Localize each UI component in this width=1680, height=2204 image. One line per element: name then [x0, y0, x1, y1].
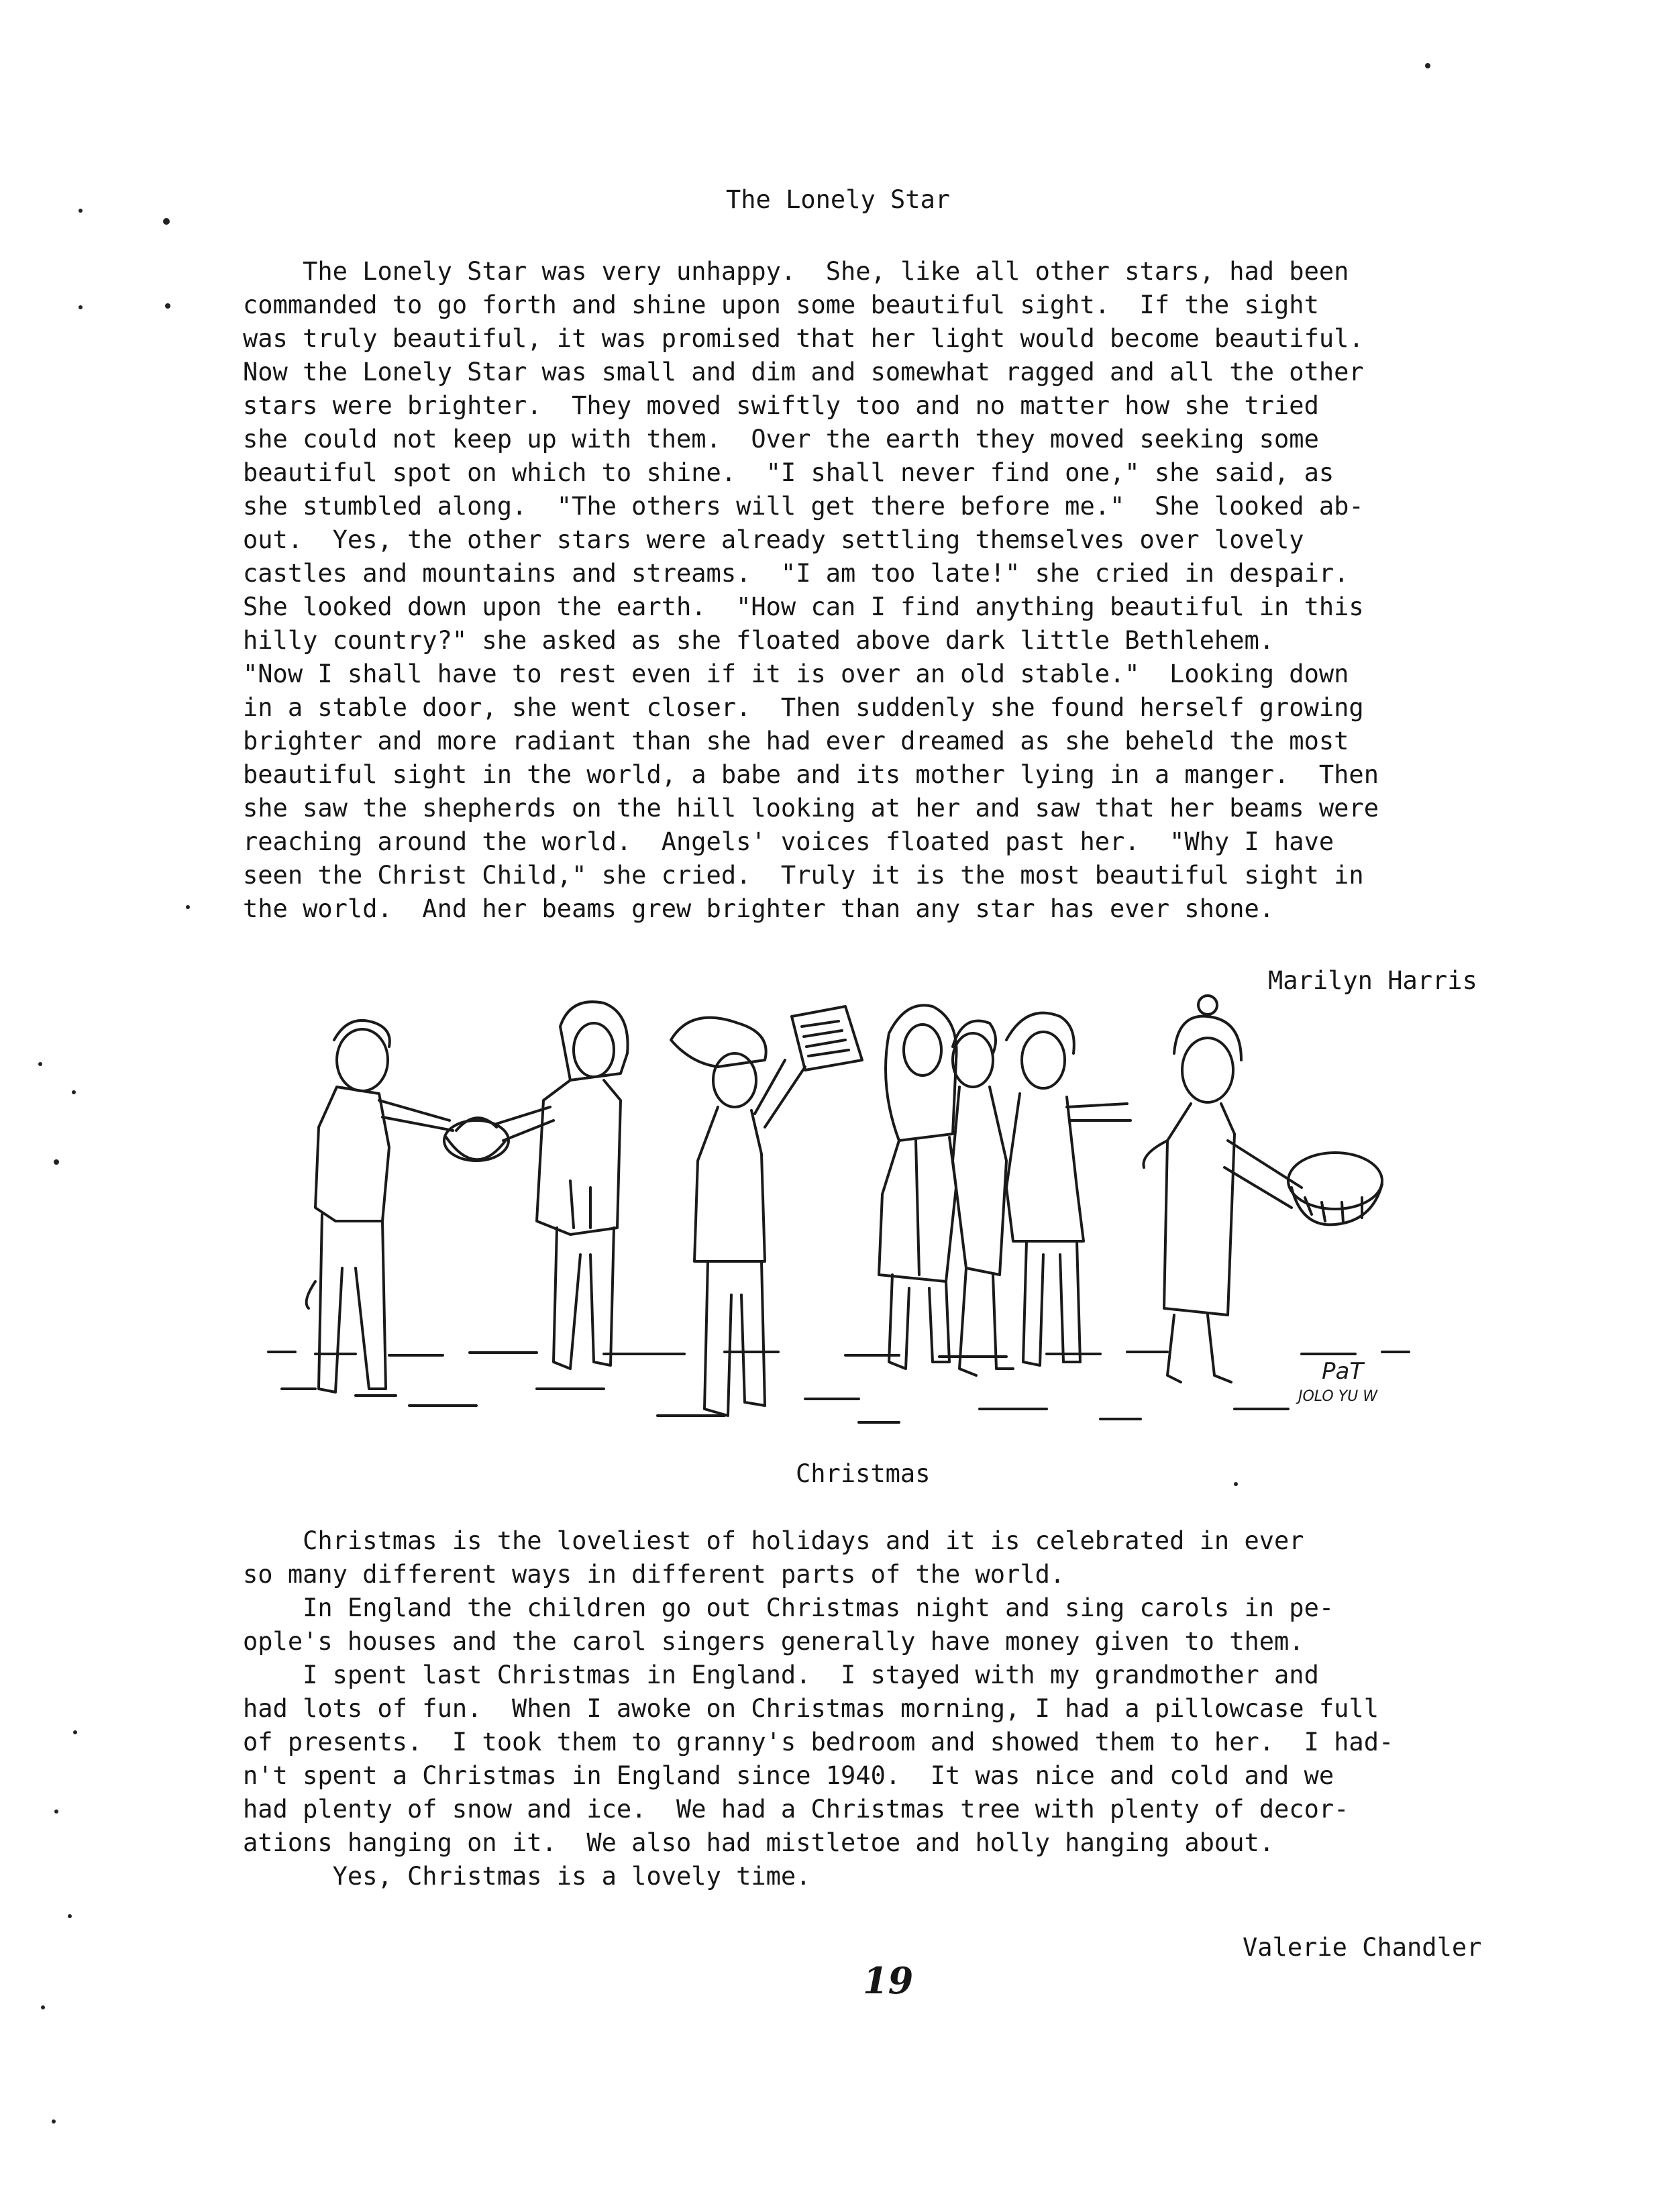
- text-line: She looked down upon the earth. "How can I find anything beautiful in this: [243, 592, 1364, 621]
- text-line: had plenty of snow and ice. We had a Christmas tree with plenty of decor-: [243, 1795, 1349, 1824]
- text-line: The Lonely Star was very unhappy. She, like all other stars, had been: [243, 257, 1349, 286]
- text-line: brighter and more radiant than she had ever dreamed as she beheld the most: [243, 727, 1349, 755]
- artist-signature: PaT: [1322, 1358, 1364, 1385]
- text-line: beautiful spot on which to shine. "I shall never find one," she said, as: [243, 458, 1334, 487]
- text-line: so many different ways in different parts of the world.: [243, 1560, 1065, 1589]
- text-line: ople's houses and the carol singers generally have money given to them.: [243, 1627, 1304, 1656]
- text-line: stars were brighter. They moved swiftly too and no matter how she tried: [243, 391, 1319, 420]
- text-line: of presents. I took them to granny's bedroom and showed them to her. I had-: [243, 1728, 1394, 1756]
- text-line: Christmas is the loveliest of holidays and it is celebrated in ever: [243, 1526, 1304, 1555]
- story-title-lonely-star: The Lonely Star: [726, 185, 951, 214]
- text-line: In England the children go out Christmas night and sing carols in pe-: [243, 1593, 1334, 1622]
- text-line: hilly country?" she asked as she floated above dark little Bethlehem.: [243, 626, 1275, 655]
- author-byline-2: Valerie Chandler: [1243, 1933, 1482, 1962]
- text-line: n't spent a Christmas in England since 1940. It was nice and cold and we: [243, 1761, 1334, 1790]
- text-line: "Now I shall have to rest even if it is over an old stable." Looking down: [243, 660, 1349, 688]
- artist-signature-mirrored: JOLO YU W: [1298, 1388, 1377, 1405]
- text-line: in a stable door, she went closer. Then suddenly she found herself growing: [243, 693, 1364, 722]
- text-line: the world. And her beams grew brighter than any star has ever shone.: [243, 894, 1275, 923]
- text-line: castles and mountains and streams. "I am too late!" she cried in despair.: [243, 559, 1349, 588]
- illustration-caption: Christmas: [796, 1459, 931, 1488]
- text-line: commanded to go forth and shine upon some beautiful sight. If the sight: [243, 291, 1319, 319]
- text-line: Yes, Christmas is a lovely time.: [243, 1862, 811, 1891]
- text-line: she stumbled along. "The others will get there before me." She looked ab-: [243, 492, 1364, 521]
- text-line: she could not keep up with them. Over the earth they moved seeking some: [243, 425, 1319, 454]
- page-number: 19: [863, 1959, 914, 2002]
- text-line: was truly beautiful, it was promised that her light would become beautiful.: [243, 324, 1364, 353]
- text-line: ations hanging on it. We also had mistletoe and holly hanging about.: [243, 1828, 1275, 1857]
- text-line: reaching around the world. Angels' voices floated past her. "Why I have: [243, 827, 1334, 856]
- text-line: Now the Lonely Star was small and dim and somewhat ragged and all the other: [243, 358, 1364, 386]
- text-line: beautiful sight in the world, a babe and its mother lying in a manger. Then: [243, 760, 1379, 789]
- text-line: seen the Christ Child," she cried. Truly it is the most beautiful sight in: [243, 861, 1364, 890]
- text-line: out. Yes, the other stars were already settling themselves over lovely: [243, 525, 1304, 554]
- text-line: had lots of fun. When I awoke on Christmas morning, I had a pillowcase full: [243, 1694, 1379, 1723]
- author-byline-1: Marilyn Harris: [1268, 966, 1477, 995]
- text-line: she saw the shepherds on the hill looking at her and saw that her beams were: [243, 794, 1379, 823]
- text-line: I spent last Christmas in England. I stayed with my grandmother and: [243, 1661, 1319, 1689]
